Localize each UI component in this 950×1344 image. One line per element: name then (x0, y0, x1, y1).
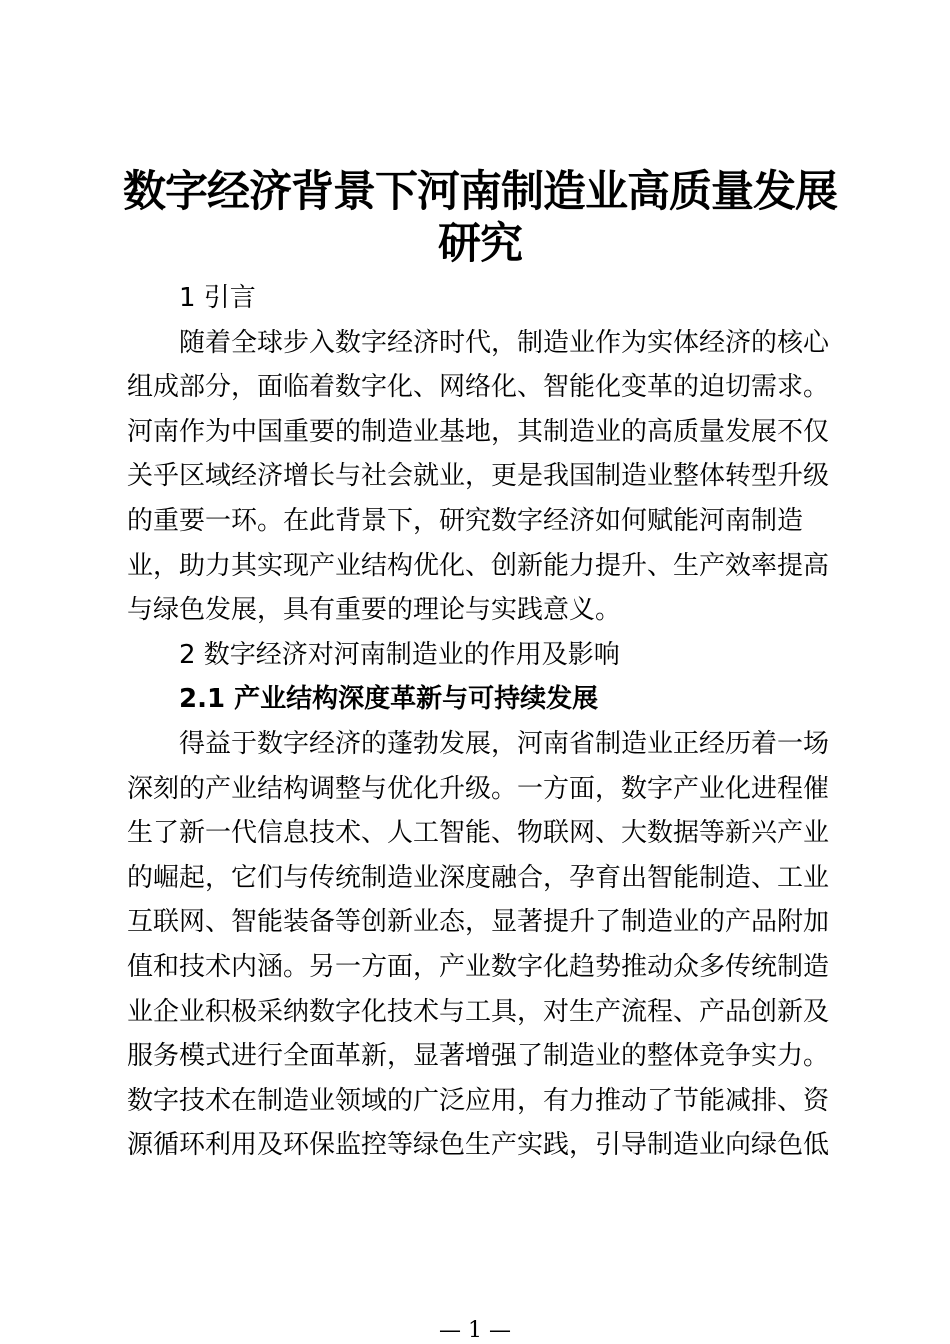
paragraph-line: 生了新一代信息技术、人工智能、物联网、大数据等新兴产业 (127, 818, 830, 849)
paragraph-1 (127, 321, 830, 633)
title-line-2: 研究 (438, 219, 522, 269)
paragraph-line: 关乎区域经济增长与社会就业，更是我国制造业整体转型升级 (127, 461, 830, 492)
paragraph-line: 组成部分，面临着数字化、网络化、智能化变革的迫切需求。 (127, 372, 830, 403)
document-title (110, 166, 850, 270)
paragraph-line: 数字技术在制造业领域的广泛应用，有力推动了节能减排、资 (127, 1085, 830, 1116)
paragraph-line: 深刻的产业结构调整与优化升级。一方面，数字产业化进程催 (127, 773, 830, 804)
paragraph-line: 随着全球步入数字经济时代，制造业作为实体经济的核心 (179, 327, 830, 358)
paragraph-line: 与绿色发展，具有重要的理论与实践意义。 (127, 595, 622, 626)
paragraph-line: 互联网、智能装备等创新业态，显著提升了制造业的产品附加 (127, 907, 830, 938)
paragraph-line: 的重要一环。在此背景下，研究数字经济如何赋能河南制造 (127, 505, 804, 536)
section-2-heading: 2 数字经济对河南制造业的作用及影响 (179, 639, 620, 670)
subsection-2-1-heading: 2.1 产业结构深度革新与可持续发展 (179, 684, 599, 715)
page-number: — 1 — (439, 1318, 511, 1343)
document-body (127, 276, 830, 1168)
paragraph-line: 河南作为中国重要的制造业基地，其制造业的高质量发展不仅 (127, 416, 830, 447)
paragraph-2 (127, 722, 830, 1168)
section-1-heading: 1 引言 (179, 283, 256, 313)
paragraph-line: 的崛起，它们与传统制造业深度融合，孕育出智能制造、工业 (127, 862, 830, 893)
paragraph-line: 值和技术内涵。另一方面，产业数字化趋势推动众多传统制造 (127, 951, 830, 982)
paragraph-line: 得益于数字经济的蓬勃发展，河南省制造业正经历着一场 (179, 728, 830, 759)
paragraph-line: 源循环利用及环保监控等绿色生产实践，引导制造业向绿色低 (127, 1130, 830, 1161)
title-line-1: 数字经济背景下河南制造业高质量发展 (123, 167, 837, 217)
paragraph-line: 业，助力其实现产业结构优化、创新能力提升、生产效率提高 (127, 550, 830, 581)
paragraph-line: 业企业积极采纳数字化技术与工具，对生产流程、产品创新及 (127, 996, 830, 1027)
paragraph-line: 服务模式进行全面革新，显著增强了制造业的整体竞争实力。 (127, 1041, 830, 1072)
